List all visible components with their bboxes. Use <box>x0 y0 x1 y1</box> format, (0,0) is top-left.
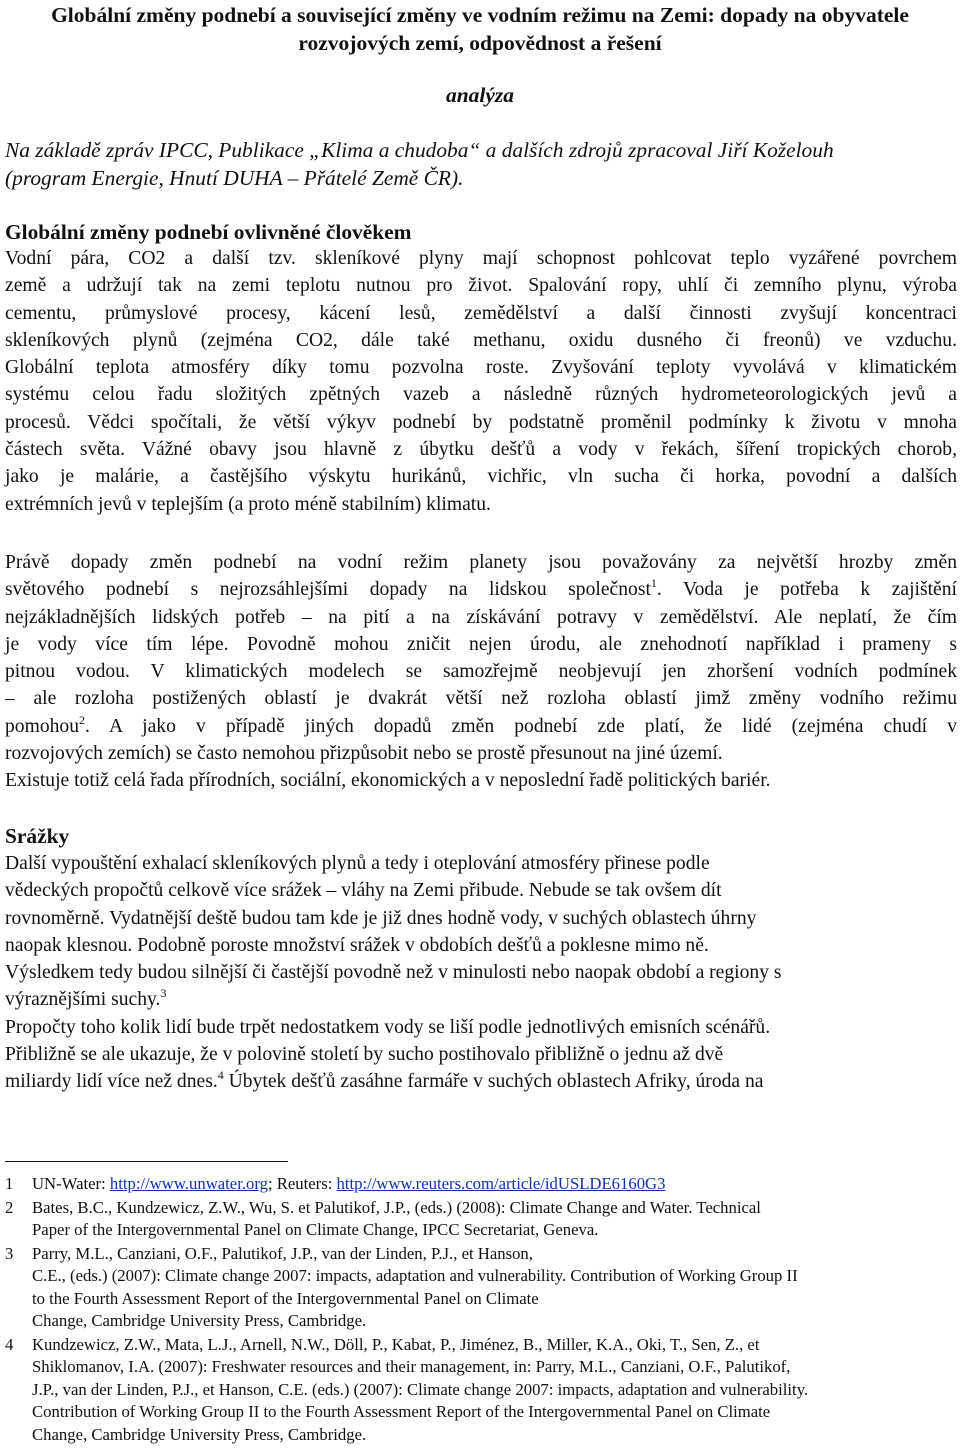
paragraph-line: Existuje totiž celá řada přírodních, sociální, ekonomických a v neposlední řadě politických bariér. <box>5 770 771 792</box>
paragraph-line: je vody více tím lépe. Povodně mohou zničit nejen úrodu, ale znehodnotí například i prameny s <box>5 633 957 655</box>
paragraph-line: země a udržují tak na zemi teplotu nutnou pro život. Spalování ropy, uhlí či zemního plynu, výroba <box>5 275 957 297</box>
footnote-1 <box>5 1173 955 1196</box>
text-fragment: Úbytek dešťů zasáhne farmáře v suchých oblastech Afriky, úroda na <box>223 1071 764 1093</box>
paragraph-line: rozvojových zemích) se často nemohou přizpůsobit nebo se prostě přesunout na jiné území. <box>5 743 723 765</box>
paragraph-line <box>5 576 957 603</box>
document-title <box>0 1 960 57</box>
authors-line-1: Na základě zpráv IPCC, Publikace „Klima a chudoba“ a dalších zdrojů zpracoval Jiří Koželouh <box>5 138 834 162</box>
paragraph-line: Právě dopady změn podnebí na vodní režim planety jsou považovány za největší hrozby změn <box>5 552 957 573</box>
footnote-ref-1[interactable]: 1 <box>650 576 657 591</box>
footnote-line: Change, Cambridge University Press, Cambridge. <box>32 1311 367 1330</box>
paragraph-line: pitnou vodou. V klimatických modelech se samozřejmě neobjevují jen zhoršení vodních podmínek <box>5 661 957 683</box>
title-line-1: Globální změny podnebí a související změny ve vodním režimu na Zemi: dopady na obyvatele <box>51 3 909 27</box>
paragraph-line: extrémních jevů v teplejším (a proto méně stabilním) klimatu. <box>5 493 491 515</box>
footnote-divider <box>5 1161 288 1162</box>
paragraph-line: skleníkových plynů (zejména CO2, dále také methanu, oxidu dusného či freonů) ve vzduchu. <box>5 329 957 351</box>
footnote-ref-2[interactable]: 2 <box>79 712 86 727</box>
footnote-line: to the Fourth Assessment Report of the Intergovernmental Panel on Climate <box>32 1288 539 1308</box>
text-fragment: výraznějšími suchy. <box>5 989 161 1011</box>
intro-paragraph <box>5 245 957 518</box>
paragraph-line: Globální teplota atmosféry díky tomu pozvolna roste. Zvyšování teploty vyvolává v klimatickém <box>5 357 957 379</box>
text-fragment: UN-Water: <box>32 1174 110 1193</box>
footnote-number: 1 <box>5 1174 14 1193</box>
footnote-number: 2 <box>5 1197 14 1217</box>
authors-line-2: (program Energie, Hnutí DUHA – Přátelé Země ČR). <box>5 166 464 190</box>
footnote-line: C.E., (eds.) (2007): Climate change 2007: impacts, adaptation and vulnerability. Contribution of Working Group II <box>32 1266 798 1285</box>
paragraph-line: cementu, průmyslové procesy, kácení lesů, zemědělství a další činnosti zvyšují koncentraci <box>5 302 957 324</box>
paragraph-line: jako je malárie, a častějšího výskytu hurikánů, vichřic, vln sucha či horka, povodní a dalších <box>5 466 957 488</box>
paragraph-line: – ale rozloha postižených oblastí je dvakrát větší než rozloha oblastí jimž změny vodního režimu <box>5 688 957 710</box>
paragraph-line <box>5 713 957 740</box>
footnote-3 <box>5 1243 955 1333</box>
paragraph-line: Přibližně se ale ukazuje, že v polovině století by sucho postihovalo přibližně o jednu až dvě <box>5 1044 724 1066</box>
footnote-number: 4 <box>5 1334 14 1354</box>
footnote-2 <box>5 1197 955 1242</box>
paragraph-line: systému celou řadu složitých zpětných vazeb a následně různých hydrometeorologických jevů a <box>5 384 957 406</box>
reuters-link[interactable]: http://www.reuters.com/article/idUSLDE6160G3 <box>336 1174 666 1193</box>
footnote-line: J.P., van der Linden, P.J., et Hanson, C.E. (eds.) (2007): Climate change 2007: impacts, adaptation and vulnerability. <box>32 1379 809 1399</box>
paragraph-line <box>5 986 957 1013</box>
section-heading-global-changes: Globální změny podnebí ovlivněné člověkem <box>5 220 412 244</box>
paragraph-line <box>5 1068 957 1095</box>
text-fragment: světového podnebí s nejrozsáhlejšími dopady na lidskou společnost <box>5 579 651 601</box>
paragraph-line: procesů. Vědci spočítali, že větší výkyv podnebí by podstatně proměnil podmínky k životu v mnoha <box>5 411 957 433</box>
paragraph-line: nejzákladnějších lidských potřeb – na pití a na získávání potravy v zemědělství. Ale neplatí, že čím <box>5 606 957 628</box>
footnote-line: Bates, B.C., Kundzewicz, Z.W., Wu, S. et Palutikof, J.P., (eds.) (2008): Climate Change and Water. Technical <box>32 1197 761 1217</box>
paragraph-line: Další vypouštění exhalací skleníkových plynů a tedy i oteplování atmosféry přinese podle <box>5 853 710 874</box>
paragraph-line: Propočty toho kolik lidí bude trpět nedostatkem vody se liší podle jednotlivých emisních scénářů. <box>5 1016 771 1038</box>
title-line-2: rozvojových zemí, odpovědnost a řešení <box>298 31 662 55</box>
footnote-line: Shiklomanov, I.A. (2007): Freshwater resources and their management, in: Parry, M.L., Canziani, O.F., Palutikof, <box>32 1357 791 1376</box>
footnote-line <box>32 1173 955 1196</box>
footnote-line: Kundzewicz, Z.W., Mata, L.J., Arnell, N.W., Döll, P., Kabat, P., Jiménez, B., Miller, K.A., Oki, T., Sen, Z., et <box>32 1334 760 1354</box>
paragraph-line: naopak klesnou. Podobně poroste množství srážek v obdobích dešťů a poklesne mimo ně. <box>5 934 709 956</box>
footnote-ref-4[interactable]: 4 <box>217 1068 224 1083</box>
footnotes <box>5 1173 955 1447</box>
text-fragment: ; Reuters: <box>267 1174 337 1193</box>
footnote-line: Contribution of Working Group II to the Fourth Assessment Report of the Intergovernmental Panel on Climate <box>32 1402 771 1421</box>
authors-note <box>5 136 955 192</box>
precipitation-paragraph <box>5 850 957 1096</box>
unwater-link[interactable]: http://www.unwater.org <box>109 1174 268 1193</box>
paragraph-line: vědeckých propočtů celkově více srážek – vláhy na Zemi přibude. Nebude se tak ovšem dít <box>5 880 722 902</box>
paragraph-line: Výsledkem tedy budou silnější či častější povodně než v minulosti nebo naopak období a regiony s <box>5 962 782 984</box>
footnote-line: Paper of the Intergovernmental Panel on Climate Change, IPCC Secretariat, Geneva. <box>32 1220 599 1239</box>
text-fragment: miliardy lidí více než dnes. <box>5 1071 218 1093</box>
footnote-line: Change, Cambridge University Press, Cambridge. <box>32 1424 367 1444</box>
text-fragment: . Voda je potřeba k zajištění <box>656 579 957 601</box>
footnote-4 <box>5 1334 955 1447</box>
footnote-line: Parry, M.L., Canziani, O.F., Palutikof, J.P., van der Linden, P.J., et Hanson, <box>32 1243 533 1263</box>
paragraph-line: částech světa. Vážné obavy jsou hlavně z úbytku dešťů a vody v řekách, šíření tropických chorob, <box>5 439 957 461</box>
footnote-number: 3 <box>5 1243 14 1263</box>
water-impacts-paragraph <box>5 549 957 795</box>
document-subtitle: analýza <box>445 83 515 107</box>
paragraph-line: Vodní pára, CO2 a další tzv. skleníkové plyny mají schopnost pohlcovat teplo vyzářené povrchem <box>5 248 957 269</box>
section-heading-precipitation: Srážky <box>5 824 70 848</box>
footnote-ref-3[interactable]: 3 <box>160 986 167 1001</box>
paragraph-line: rovnoměrně. Vydatnější deště budou tam kde je již dnes hodně vody, v suchých oblastech úhrny <box>5 907 757 929</box>
text-fragment: . A jako v případě jiných dopadů změn podnebí zde platí, že lidé (zejména chudí v <box>85 715 957 737</box>
text-fragment: pomohou <box>5 715 80 737</box>
